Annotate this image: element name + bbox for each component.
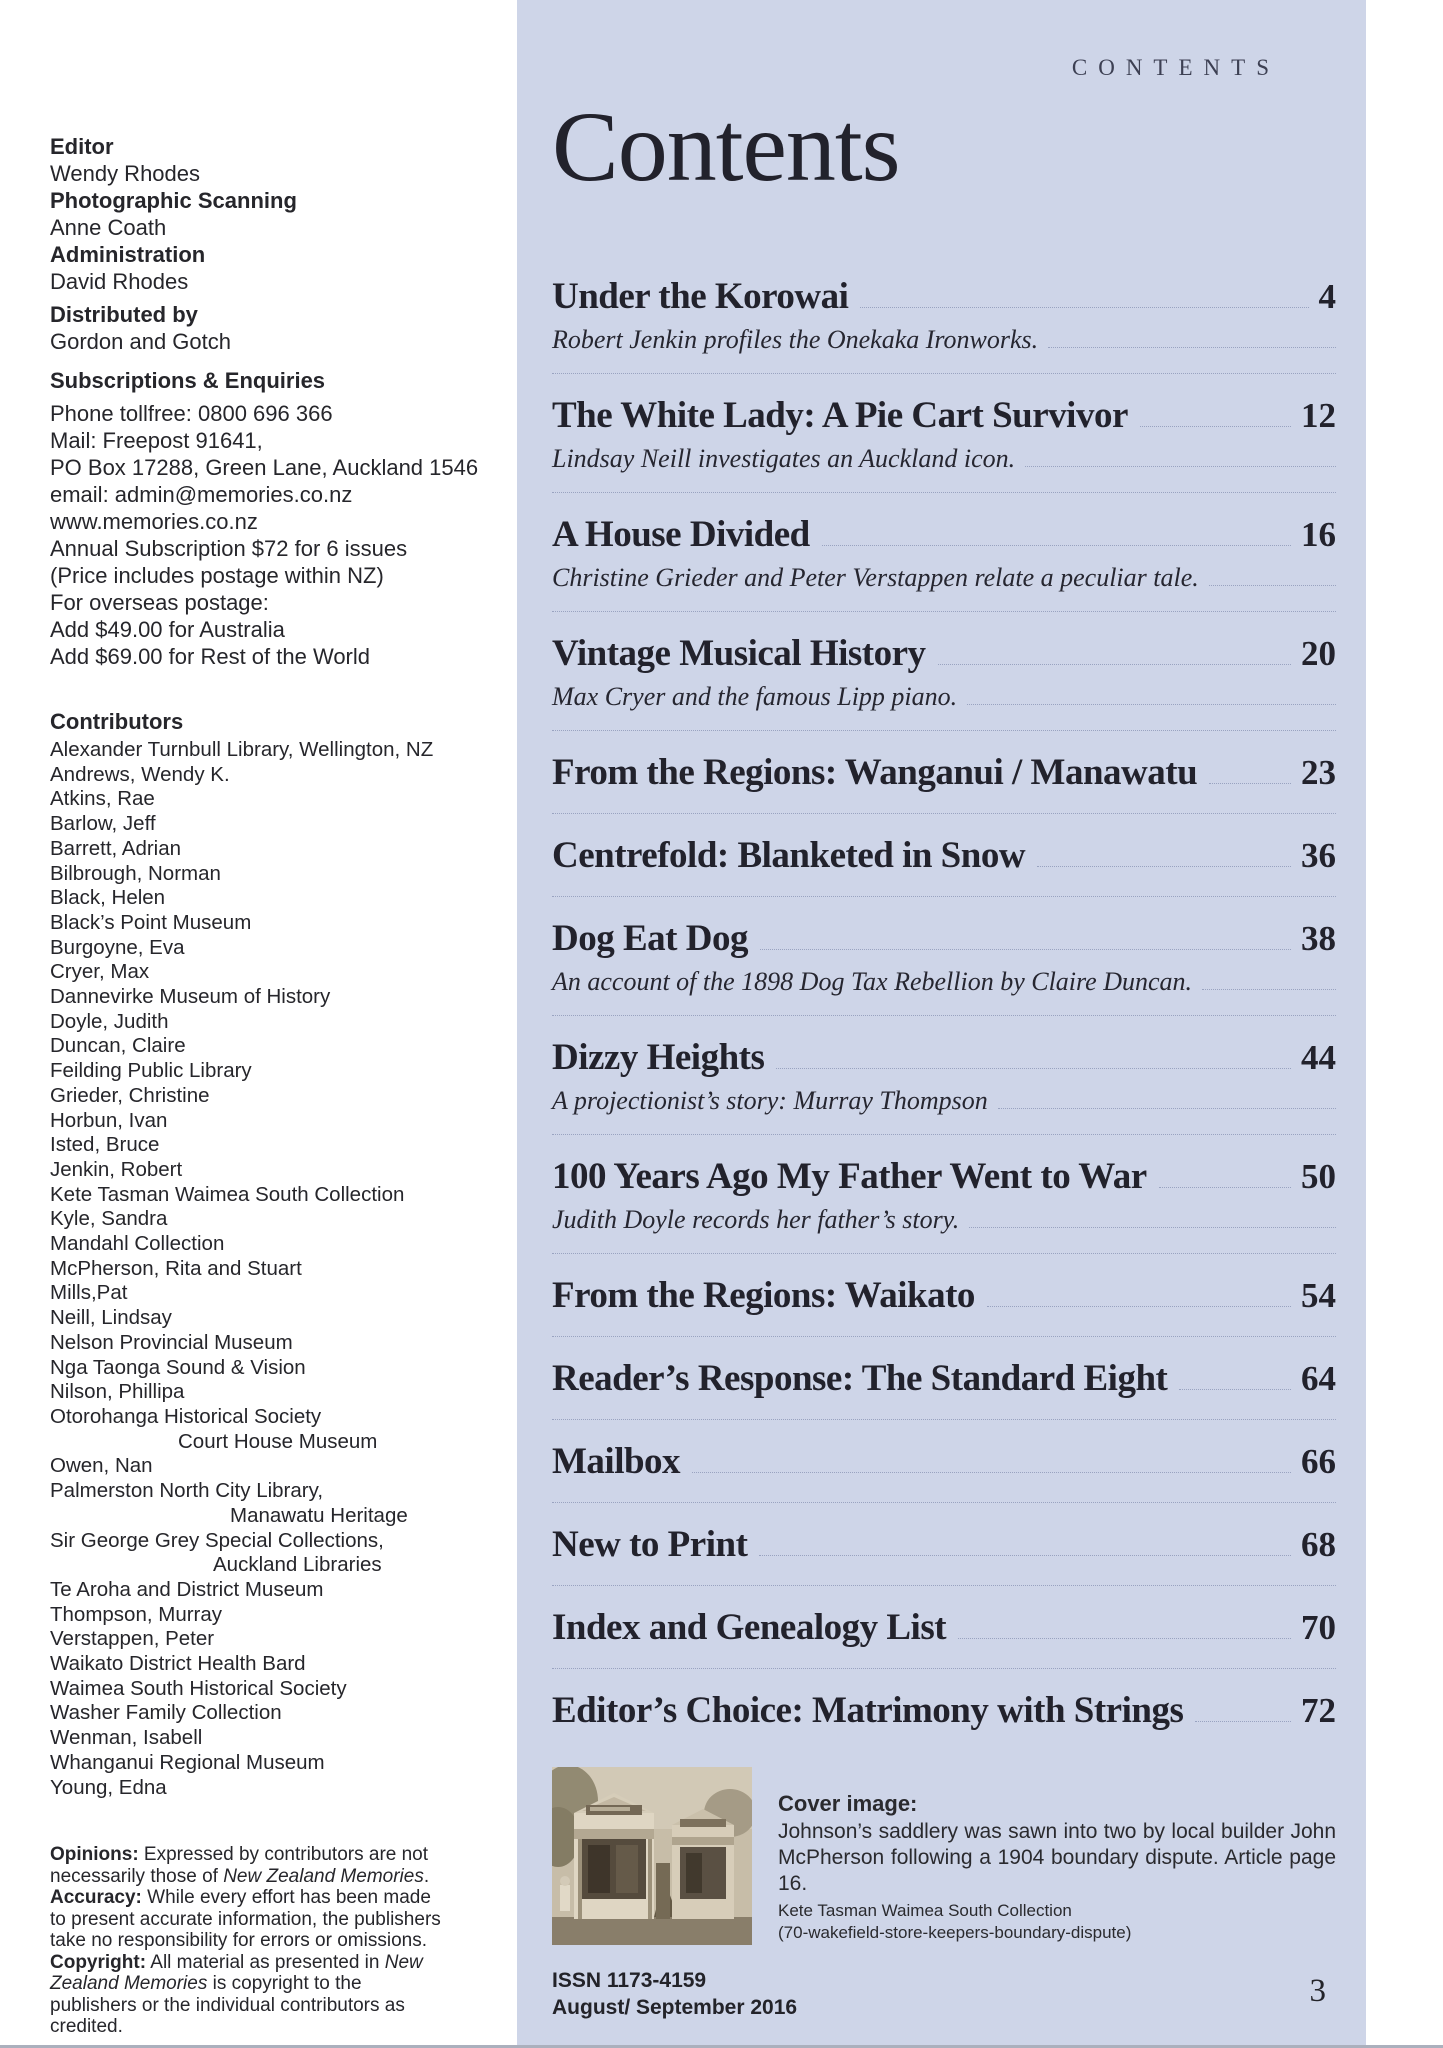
staff-role: Photographic Scanning <box>50 188 297 213</box>
list-item: Black’s Point Museum <box>50 910 252 934</box>
entry-title-row <box>552 273 1336 321</box>
entry-title: Dog Eat Dog <box>552 918 748 959</box>
entry-title-row <box>552 1521 1336 1569</box>
entry-page-number: 54 <box>1301 1276 1336 1315</box>
subscription-line: email: admin@memories.co.nz <box>50 482 353 507</box>
entry-page-number: 68 <box>1301 1525 1336 1564</box>
staff-name: David Rhodes <box>50 269 189 294</box>
entry-title: From the Regions: Waikato <box>552 1275 975 1316</box>
list-item: Kyle, Sandra <box>50 1207 168 1231</box>
staff-name: Wendy Rhodes <box>50 161 201 186</box>
list-item: Cryer, Max <box>50 960 150 984</box>
list-item: Neill, Lindsay <box>50 1306 172 1330</box>
cover-image-label: Cover image: <box>778 1791 918 1816</box>
list-item: Owen, Nan <box>50 1454 153 1478</box>
page-number: 3 <box>1309 1973 1326 2009</box>
entry-subtitle: An account of the 1898 Dog Tax Rebellion by Claire Duncan. <box>552 967 1193 996</box>
toc-entry <box>552 1668 1336 1751</box>
list-item: Grieder, Christine <box>50 1083 210 1107</box>
dotted-leader <box>1209 783 1291 784</box>
issn-block <box>552 1967 797 2021</box>
entry-title-row <box>552 1687 1336 1735</box>
entry-page-number: 36 <box>1301 836 1336 875</box>
cover-photo <box>552 1767 752 1945</box>
list-item: Thompson, Murray <box>50 1602 223 1626</box>
contents-kicker: CONTENTS <box>1071 55 1280 80</box>
toc-entry <box>552 611 1336 730</box>
list-item: Alexander Turnbull Library, Wellington, NZ <box>50 738 434 761</box>
entry-page-number: 20 <box>1301 634 1336 673</box>
list-item: Court House Museum <box>178 1429 378 1453</box>
list-item: Manawatu Heritage <box>230 1503 408 1527</box>
dotted-leader <box>1037 866 1291 867</box>
list-item: Barrett, Adrian <box>50 836 182 860</box>
entry-title-row <box>552 1355 1336 1403</box>
list-item: Verstappen, Peter <box>50 1627 215 1651</box>
list-item: Otorohanga Historical Society <box>50 1404 322 1428</box>
list-item: Mills,Pat <box>50 1281 128 1305</box>
entry-title-row <box>552 749 1336 797</box>
list-item: McPherson, Rita and Stuart <box>50 1256 302 1280</box>
entry-subtitle-row <box>552 965 1336 999</box>
list-item: Feilding Public Library <box>50 1059 252 1083</box>
entry-title-row <box>552 392 1336 440</box>
entry-page-number: 44 <box>1301 1038 1336 1077</box>
dotted-leader <box>692 1472 1291 1473</box>
subscription-line: Add $69.00 for Rest of the World <box>50 644 370 669</box>
staff-block <box>50 133 452 295</box>
entry-page-number: 64 <box>1301 1359 1336 1398</box>
dotted-leader <box>938 664 1291 665</box>
cover-image-credit-file: (70-wakefield-store-keepers-boundary-dispute) <box>778 1923 1132 1942</box>
list-item: Barlow, Jeff <box>50 812 156 836</box>
entry-title-row <box>552 511 1336 559</box>
toc-entry <box>552 1134 1336 1253</box>
entry-title: Vintage Musical History <box>552 633 926 674</box>
entry-title: A House Divided <box>552 514 810 555</box>
toc-entry <box>552 492 1336 611</box>
dotted-leader <box>1140 426 1291 427</box>
toc-entry <box>552 813 1336 896</box>
cover-image-credit: Kete Tasman Waimea South Collection <box>778 1901 1072 1920</box>
list-item: Black, Helen <box>50 886 166 910</box>
issn: ISSN 1173-4159 <box>552 1969 707 1992</box>
staff-role: Administration <box>50 242 206 267</box>
entry-title: 100 Years Ago My Father Went to War <box>552 1156 1147 1197</box>
dotted-leader <box>969 1227 1336 1228</box>
toc-entry <box>552 730 1336 813</box>
cover-image-description: Johnson’s saddlery was sawn into two by local builder John McPherson following a 1904 boundary dispute. Article page 16. <box>778 1820 1336 1895</box>
entry-title: Centrefold: Blanketed in Snow <box>552 835 1026 876</box>
dotted-leader <box>860 307 1308 308</box>
list-item: Isted, Bruce <box>50 1133 160 1157</box>
entry-title: The White Lady: A Pie Cart Survivor <box>552 395 1128 436</box>
list-item: Waikato District Health Bard <box>50 1652 306 1676</box>
toc-entry <box>552 1502 1336 1585</box>
toc-entry <box>552 1585 1336 1668</box>
entry-page-number: 72 <box>1301 1691 1336 1730</box>
toc-entry <box>552 896 1336 1015</box>
entry-title: From the Regions: Wanganui / Manawatu <box>552 752 1198 793</box>
entry-title: Index and Genealogy List <box>552 1607 947 1648</box>
entry-page-number: 50 <box>1301 1157 1336 1196</box>
dotted-leader <box>1179 1389 1291 1390</box>
notice: Copyright: All material as presented in New Zealand Memories is copyright to the publishers or the individual contributors as credited. <box>50 1951 423 2038</box>
entry-page-number: 23 <box>1301 753 1336 792</box>
entry-title: Dizzy Heights <box>552 1037 765 1078</box>
entry-title-row <box>552 1153 1336 1201</box>
list-item: Nelson Provincial Museum <box>50 1330 293 1354</box>
toc-entry <box>552 1253 1336 1336</box>
entry-page-number: 16 <box>1301 515 1336 554</box>
distributed-by-name: Gordon and Gotch <box>50 329 232 354</box>
toc-entry <box>552 373 1336 492</box>
list-item: Jenkin, Robert <box>50 1157 183 1181</box>
subscriptions-block <box>50 367 479 670</box>
dotted-leader <box>760 949 1291 950</box>
contents-panel <box>517 0 1366 2045</box>
dotted-leader <box>776 1068 1291 1069</box>
toc-entry <box>552 1419 1336 1502</box>
dotted-leader <box>1209 585 1336 586</box>
list-item: Palmerston North City Library, <box>50 1479 324 1503</box>
staff-role: Editor <box>50 134 114 159</box>
dotted-leader <box>1195 1721 1291 1722</box>
cover-text <box>778 1767 1336 1945</box>
list-item: Dannevirke Museum of History <box>50 985 331 1009</box>
subscription-line: PO Box 17288, Green Lane, Auckland 1546 <box>50 455 479 480</box>
list-item: Nilson, Phillipa <box>50 1380 185 1404</box>
entry-title-row <box>552 1604 1336 1652</box>
dotted-leader <box>987 1306 1291 1307</box>
entry-subtitle: Lindsay Neill investigates an Auckland icon. <box>552 444 1016 473</box>
list-item: Atkins, Rae <box>50 787 155 811</box>
subscription-line: Annual Subscription $72 for 6 issues <box>50 536 408 561</box>
list-item: Auckland Libraries <box>213 1553 382 1577</box>
entry-subtitle: Max Cryer and the famous Lipp piano. <box>552 682 958 711</box>
dotted-leader <box>998 1108 1336 1109</box>
entry-page-number: 70 <box>1301 1608 1336 1647</box>
sidebar <box>50 133 479 2038</box>
dotted-leader <box>958 1638 1291 1639</box>
notice: Accuracy: While every effort has been made to present accurate information, the publishers take no responsibility for errors or omissions. <box>50 1887 441 1952</box>
entry-title: Reader’s Response: The Standard Eight <box>552 1358 1168 1399</box>
entry-subtitle: Christine Grieder and Peter Verstappen relate a peculiar tale. <box>552 563 1199 592</box>
entry-subtitle-row <box>552 442 1336 476</box>
subscription-line: Phone tollfree: 0800 696 366 <box>50 401 333 426</box>
subscription-line: Mail: Freepost 91641, <box>50 428 263 453</box>
toc-entry <box>552 255 1336 373</box>
entry-subtitle-row <box>552 561 1336 595</box>
issue-date: August/ September 2016 <box>552 1996 798 2019</box>
entry-title-row <box>552 1438 1336 1486</box>
entry-subtitle-row <box>552 1203 1336 1237</box>
notices-block <box>50 1844 452 2038</box>
list-item: Kete Tasman Waimea South Collection <box>50 1182 405 1206</box>
contributors-label: Contributors <box>50 709 184 734</box>
entry-page-number: 12 <box>1301 396 1336 435</box>
dotted-leader <box>1025 466 1336 467</box>
entry-title-row <box>552 832 1336 880</box>
dotted-leader <box>967 704 1336 705</box>
entry-subtitle: Judith Doyle records her father’s story. <box>552 1205 960 1234</box>
issue-row <box>552 1967 1336 2021</box>
list-item: Whanganui Regional Museum <box>50 1750 325 1774</box>
subscription-line: For overseas postage: <box>50 590 269 615</box>
entry-title: Editor’s Choice: Matrimony with Strings <box>552 1690 1184 1731</box>
distributed-by-block <box>50 301 452 355</box>
list-item: Andrews, Wendy K. <box>50 762 230 786</box>
entry-title-row <box>552 1034 1336 1082</box>
toc-entry <box>552 1336 1336 1419</box>
dotted-leader <box>759 1555 1291 1556</box>
contents-entries <box>552 255 1336 1751</box>
entry-page-number: 38 <box>1301 919 1336 958</box>
list-item: Wenman, Isabell <box>50 1726 203 1750</box>
entry-page-number: 4 <box>1318 277 1336 316</box>
dotted-leader <box>1048 347 1336 348</box>
list-item: Washer Family Collection <box>50 1701 282 1725</box>
entry-title: New to Print <box>552 1524 748 1565</box>
entry-subtitle-row <box>552 680 1336 714</box>
list-item: Te Aroha and District Museum <box>50 1577 324 1601</box>
list-item: Duncan, Claire <box>50 1034 186 1058</box>
subscription-lines <box>50 400 479 670</box>
toc-entry <box>552 1015 1336 1134</box>
staff-name: Anne Coath <box>50 215 167 240</box>
list-item: Sir George Grey Special Collections, <box>50 1528 384 1552</box>
entry-title-row <box>552 915 1336 963</box>
list-item: Horbun, Ivan <box>50 1108 168 1132</box>
contributors-list <box>50 738 452 1800</box>
page-title: Contents <box>552 91 900 202</box>
list-item: Young, Edna <box>50 1775 167 1799</box>
entry-title-row <box>552 630 1336 678</box>
distributed-by-label: Distributed by <box>50 302 198 327</box>
list-item: Nga Taonga Sound & Vision <box>50 1355 306 1379</box>
subscription-line: www.memories.co.nz <box>50 509 258 534</box>
cover-block <box>552 1767 1336 1945</box>
list-item: Waimea South Historical Society <box>50 1676 347 1700</box>
list-item: Doyle, Judith <box>50 1009 169 1033</box>
dotted-leader <box>822 545 1291 546</box>
list-item: Burgoyne, Eva <box>50 935 185 959</box>
entry-subtitle-row <box>552 1084 1336 1118</box>
subscription-line: (Price includes postage within NZ) <box>50 563 384 588</box>
entry-title: Mailbox <box>552 1441 681 1482</box>
subscriptions-label: Subscriptions & Enquiries <box>50 368 326 393</box>
entry-title: Under the Korowai <box>552 276 849 317</box>
notice: Opinions: Expressed by contributors are not necessarily those of New Zealand Memories. <box>50 1844 430 1887</box>
entry-page-number: 66 <box>1301 1442 1336 1481</box>
entry-title-row <box>552 1272 1336 1320</box>
subscription-line: Add $49.00 for Australia <box>50 617 285 642</box>
entry-subtitle-row <box>552 323 1336 357</box>
list-item: Mandahl Collection <box>50 1232 225 1256</box>
entry-subtitle: Robert Jenkin profiles the Onekaka Ironworks. <box>552 325 1039 354</box>
dotted-leader <box>1202 989 1336 990</box>
dotted-leader <box>1159 1187 1291 1188</box>
list-item: Bilbrough, Norman <box>50 861 221 885</box>
entry-subtitle: A projectionist’s story: Murray Thompson <box>552 1086 988 1115</box>
